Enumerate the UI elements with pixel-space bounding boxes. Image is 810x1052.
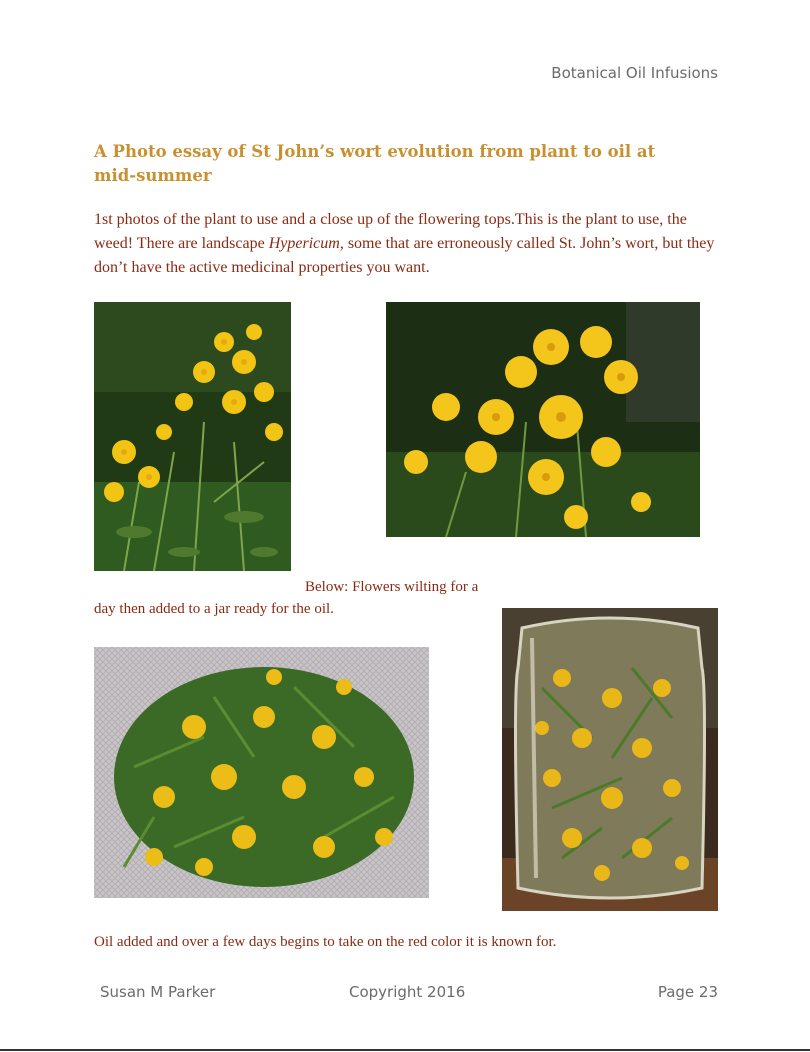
intro-italic-term: Hypericum <box>268 235 340 252</box>
footer-copyright: Copyright 2016 <box>349 983 466 1001</box>
intro-text-2: , some that are erroneously called St. John’s wort, but they don’t have the active medicinal properties you want. <box>94 235 715 276</box>
section-heading: A Photo essay of St John’s wort evolution from plant to oil at mid-summer <box>94 142 656 185</box>
flowers-in-jar-photo <box>502 608 718 911</box>
st-johns-wort-plant-photo <box>94 302 291 571</box>
oil-caption: Oil added and over a few days begins to take on the red color it is known for. <box>94 934 557 950</box>
intro-paragraph <box>94 208 724 280</box>
footer-page-number: Page 23 <box>657 983 718 1001</box>
wilting-caption-line1: Below: Flowers wilting for a <box>305 579 479 595</box>
running-header: Botanical Oil Infusions <box>551 64 718 82</box>
flower-closeup-photo <box>386 302 700 537</box>
footer-author: Susan M Parker <box>100 983 216 1001</box>
wilting-caption-line2: day then added to a jar ready for the oil. <box>94 601 334 617</box>
wilting-flowers-sieve-photo <box>94 647 429 898</box>
page-bottom-rule <box>0 1049 810 1051</box>
intro-text-1: 1st photos of the plant to use and a close up of the flowering tops.This is the plant to use, the weed! There are landscape <box>94 211 687 252</box>
